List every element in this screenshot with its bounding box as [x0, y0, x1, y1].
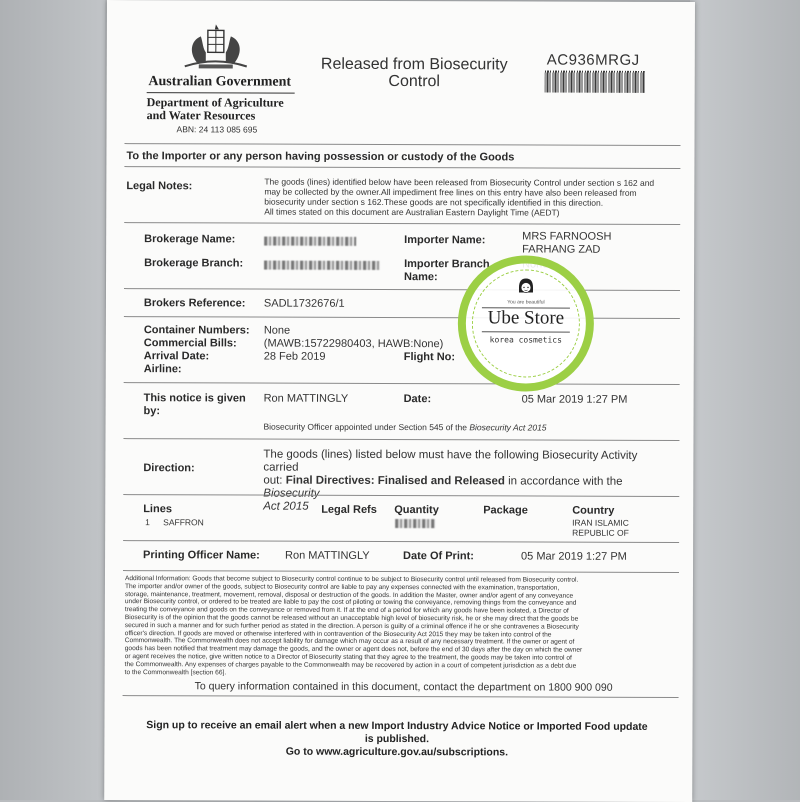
legal-notes-text: The goods (lines) identified below have been released from Biosecurity Control under section s 162 and may be collected by the owner.All impediment free lines on this entry have also been released from biosecurity under section s 162.These goods are not specifically identified in this direction. All times stated on this document are Australian Eastern Daylight Time (AEDT) [264, 177, 679, 218]
notice-officer: Ron MATTINGLY [264, 393, 349, 405]
notice-given-label: This notice is given by: [144, 392, 246, 418]
stamp-tagline: You are beautiful [466, 299, 586, 305]
quantity-redacted [395, 515, 435, 533]
notice-date-label: Date: [404, 393, 432, 405]
document-title: Released from Biosecurity Control [307, 56, 522, 91]
officer-appointment: Biosecurity Officer appointed under Section 545 of the Biosecurity Act 2015 [263, 422, 546, 433]
girl-face-icon [517, 277, 535, 295]
package-header: Package [483, 504, 528, 516]
commercial-bills-label: Commercial Bills: [144, 337, 237, 349]
lines-header: Lines [143, 503, 172, 515]
line-country: IRAN ISLAMIC REPUBLIC OF [572, 518, 629, 538]
flight-no-label: Flight No: [404, 351, 455, 363]
divider [124, 222, 680, 225]
line-item: SAFFRON [163, 517, 204, 527]
country-header: Country [572, 505, 614, 517]
addressee: To the Importer or any person having possession or custody of the Goods [126, 150, 514, 163]
divider [123, 540, 679, 543]
divider [124, 143, 680, 146]
importer-branch-label: Importer Branch Name: [404, 258, 490, 284]
divider [124, 166, 680, 169]
biosecurity-release-document [104, 0, 695, 802]
background-right [690, 0, 800, 800]
arrival-date-value: 28 Feb 2019 [264, 351, 326, 363]
brokerage-name-label: Brokerage Name: [144, 233, 235, 245]
legal-refs-header: Legal Refs [321, 504, 377, 516]
entry-code: AC936MRGJ [547, 52, 640, 69]
notice-date-value: 05 Mar 2019 1:27 PM [522, 393, 628, 405]
brokerage-branch-label: Brokerage Branch: [144, 257, 243, 269]
header-divider [147, 92, 295, 94]
divider [123, 570, 679, 573]
stamp-store-name: Ube Store [476, 307, 576, 329]
airline-label: Airline: [144, 363, 182, 375]
quantity-header: Quantity [394, 504, 439, 516]
abn-number: ABN: 24 113 085 695 [177, 124, 258, 134]
commercial-bills-value: (MAWB:15722980403, HAWB:None) [264, 338, 444, 351]
coat-of-arms-icon [175, 22, 257, 70]
line-number: 1 [145, 517, 150, 527]
brokerage-branch-redacted [264, 257, 380, 275]
divider [124, 288, 680, 291]
divider [123, 438, 679, 441]
arrival-date-label: Arrival Date: [144, 350, 209, 362]
importer-name-value: MRS FARNOOSH FARHANG ZAD [522, 230, 611, 256]
additional-information: Additional Information: Goods that become subject to Biosecurity control continue to be subject to Biosecurity control until released from Biosecurity control. The importer and/or owner of the goods, subject to Biosecurity control are liable to pay any expenses connected with the examination, transportation, storage, maintenance, treatment, movement, removal, disposal or destruction of the goods. In addition the Master, owner and/or agent of any conveyance under Biosecurity control, or ordered to be treated are liable to pay the cost of piloting or towing the conveyance, removing things from the conveyance and treating the conveyance and goods on the conveyance or removed from it. If at the end of a period for which any goods have been isolated, a Director of Biosecurity is of the opinion that the goods cannot be released without an unacceptable high level of biosecurity risk, he or she may direct that the goods be secured in such a manner and for such further period as stated in the direction. A person is guilty of a criminal offence if he or she contravenes a Biosecurity officer's direction. If goods are moved or otherwise interfered with in contravention of the Biosecurity Act 2015 they may be taken into control of the Commonwealth. The Commonwealth does not accept liability for damage which may occur as a result of any necessary treatment. If the owner or agent of goods has been notified that treatment may damage the goods, and the owner or agent does not, before the end of 30 days after the day on which the owner or agent receives the notice, give written notice to a Director of Biosecurity stating that they agree to the treatment, the goods may be taken into control of the Commonwealth. Any expenses of charges payable to the Commonwealth may be recovered by action in a court of competent jurisdiction as a debt due to the Commonwealth [section 66]. [125, 575, 685, 678]
ube-store-stamp [458, 255, 594, 391]
query-contact: To query information contained in this document, contact the department on 1800 900 090 [195, 680, 613, 693]
department-name: Department of Agriculture and Water Resources [147, 96, 295, 123]
container-numbers-value: None [264, 325, 290, 337]
barcode [545, 71, 645, 93]
background-left [0, 0, 105, 800]
government-name: Australian Government [145, 74, 295, 91]
divider [124, 382, 680, 385]
importer-name-label: Importer Name: [404, 234, 485, 246]
direction-label: Direction: [143, 462, 194, 474]
divider [123, 695, 679, 698]
brokers-reference-label: Brokers Reference: [144, 297, 246, 309]
email-alert-signup: Sign up to receive an email alert when a new Import Industry Advice Notice or Imported Food update is published. Go to www.agriculture.gov.au/subscriptions. [124, 719, 669, 760]
printing-officer-label: Printing Officer Name: [143, 549, 260, 561]
stamp-subtitle: korea cosmetics [466, 335, 586, 344]
direction-text: The goods (lines) listed below must have the following Biosecurity Activity carried out: Final Directives: Finalised and Released in accordance with the Biosecurity Act 2015 [263, 449, 673, 515]
divider [124, 316, 680, 319]
brokerage-name-redacted [264, 233, 356, 251]
container-numbers-label: Container Numbers: [144, 324, 250, 336]
brokers-reference-value: SADL1732676/1 [264, 298, 345, 310]
print-date-label: Date Of Print: [403, 550, 474, 562]
print-date-value: 05 Mar 2019 1:27 PM [521, 550, 627, 562]
printing-officer-value: Ron MATTINGLY [285, 550, 370, 562]
legal-notes-label: Legal Notes: [126, 180, 192, 192]
